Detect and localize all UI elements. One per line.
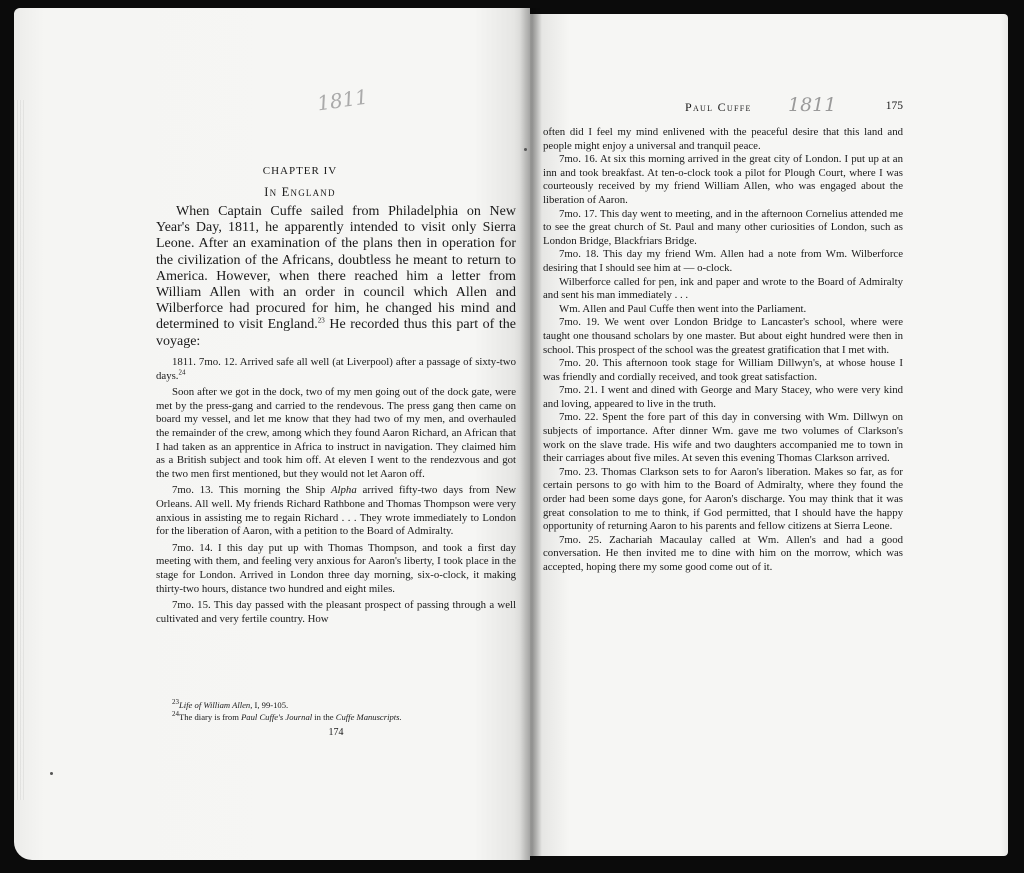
diary-entry: often did I feel my mind enlivened with the peaceful desire that this land and people might enjoy a universal and tranquil peace. bbox=[543, 126, 903, 152]
footnote: $^{24}$The diary is from Paul Cuffe's Journal in the Cuffe Manuscripts. bbox=[172, 709, 402, 722]
footnotes bbox=[156, 700, 516, 723]
diary-entry: 7mo. 17. This day went to meeting, and in the afternoon Cornelius attended me to see the great church of St. Paul and many other curiosities of London, such as London Bridge, Blackfriars Bridge. bbox=[543, 207, 903, 247]
diary-entry: 7mo. 23. Thomas Clarkson sets to for Aaron's liberation. Makes so far, as for certain persons to go with him to the Board of Admiralty, where they found the order had been some days gone, for Aaron's discharge. You may think that it was great consolation to me to think, if God permitted, that I should have the happy opportunity of returning Aaron to his parents and fellow citizens at Sierra Leone. bbox=[543, 465, 903, 533]
pencil-annotation: 1811 bbox=[788, 94, 837, 116]
footnote-ref: 23 bbox=[317, 316, 325, 325]
book-gutter bbox=[520, 8, 542, 860]
footnote-ref: 24 bbox=[178, 368, 186, 376]
page-edges bbox=[14, 100, 26, 800]
right-body-text bbox=[543, 126, 903, 575]
diary-entry: 7mo. 18. This day my friend Wm. Allen had a note from Wm. Wilberforce desiring that I should see him at — o-clock. bbox=[543, 248, 903, 274]
diary-entry: 7mo. 21. I went and dined with George and Mary Stacey, who were very kind and loving, appeared to live in the truth. bbox=[543, 384, 903, 410]
diary-entry: 7mo. 25. Zachariah Macaulay called at Wm. Allen's and had a good conversation. He then invited me to dine with him on the morrow, which was accepted, hoping there my some good come out of it. bbox=[543, 533, 903, 573]
diary-entry: 7mo. 20. This afternoon took stage for William Dillwyn's, at whose house I was friendly and cordially received, and took great satisfaction. bbox=[543, 357, 903, 383]
diary-entry: 7mo. 15. This day passed with the pleasant prospect of passing through a well cultivated and very fertile country. How bbox=[156, 599, 516, 625]
left-body-text bbox=[156, 356, 516, 626]
footnote: $^{23}$Life of William Allen, I, 99-105. bbox=[172, 698, 289, 710]
chapter-number: CHAPTER IV bbox=[262, 165, 338, 177]
diary-entry: Wilberforce called for pen, ink and paper and wrote to the Board of Admiralty and sent his man immediately . . . bbox=[543, 275, 903, 302]
diary-entry: 7mo. 16. At six this morning arrived in the great city of London. I put up at an inn and took breakfast. At ten-o-clock took a pilot for Plough Court, where I was courteously received by my friend William Allen, who was engaged about the liberation of Aaron. bbox=[543, 153, 903, 206]
pencil-annotation: 1811 bbox=[315, 84, 370, 116]
running-head bbox=[543, 94, 903, 116]
page-number: 175 bbox=[885, 100, 903, 112]
diary-entry: 7mo. 14. I this day put up with Thomas Thompson, and took a first day meeting with them, and feeling very anxious for Aaron's liberty, I took place in the stage for London. Arrived in London three day morning, six-o-clock, it making thirty-two hours, distance two hundred and eight miles. bbox=[156, 541, 516, 595]
diary-entry: 1811. 7mo. 12. Arrived safe all well (at Liverpool) after a passage of sixty-two days.$^{24}$ bbox=[156, 356, 516, 382]
speck bbox=[524, 148, 527, 151]
intro-paragraph: When Captain Cuffe sailed from Philadelphia on New Year's Day, 1811, he apparently intended to visit only Sierra Leone. After an examination of the plans then in operation for the civilization of the Africans, doubtless he meant to return to America. However, when there reached him a letter from William Allen with an order in council which Allen and Wilberforce had procured for him, he changed his mind and determined to visit England.$^{23}$ He recorded thus this part of the voyage: bbox=[156, 204, 516, 349]
chapter-title: In England bbox=[264, 185, 336, 199]
diary-entry: 7mo. 13. This morning the Ship Alpha arrived fifty-two days from New Orleans. All well. My friends Richard Rathbone and Thomas Thompson were very anxious in assisting me to regain Richard . . . They wrote immediately to London for the liberation of Aaron, with a petition to the Board of Admiralty. bbox=[156, 484, 516, 538]
diary-entry: 7mo. 19. We went over London Bridge to Lancaster's school, where were taught one thousand scholars by one master. But about eight hundred were then in school. This prospect of the school was the greatest gratification that I met with. bbox=[543, 316, 903, 356]
running-title: Paul Cuffe bbox=[685, 100, 752, 114]
diary-entry: 7mo. 22. Spent the fore part of this day in conversing with Wm. Dillwyn on subjects of importance. After dinner Wm. gave me two volumes of Clarkson's work on the slave trade. His wife and two daughters accompanied me to town in their carriages about five miles. At seven this evening Thomas Clarkson arrived. bbox=[543, 411, 903, 465]
page-number: 174 bbox=[328, 727, 344, 738]
diary-entry: Wm. Allen and Paul Cuffe then went into the Parliament. bbox=[559, 302, 807, 315]
diary-entry: Soon after we got in the dock, two of my men going out of the dock gate, were met by the press-gang and carried to the rendevous. The press gang then came on board my vessel, and let me know that they had two of my men, and overhauled the remainder of the crew, among which they found Aaron Richard, an African that I had taken as an apprentice in Africa to instruct in navigation. They claimed him as a British subject and took him off. At eleven I went to the rendezvous and got the two men first mentioned, but they would not let Aaron off. bbox=[156, 386, 516, 480]
speck bbox=[50, 772, 53, 775]
ship-name: Alpha bbox=[330, 484, 357, 497]
